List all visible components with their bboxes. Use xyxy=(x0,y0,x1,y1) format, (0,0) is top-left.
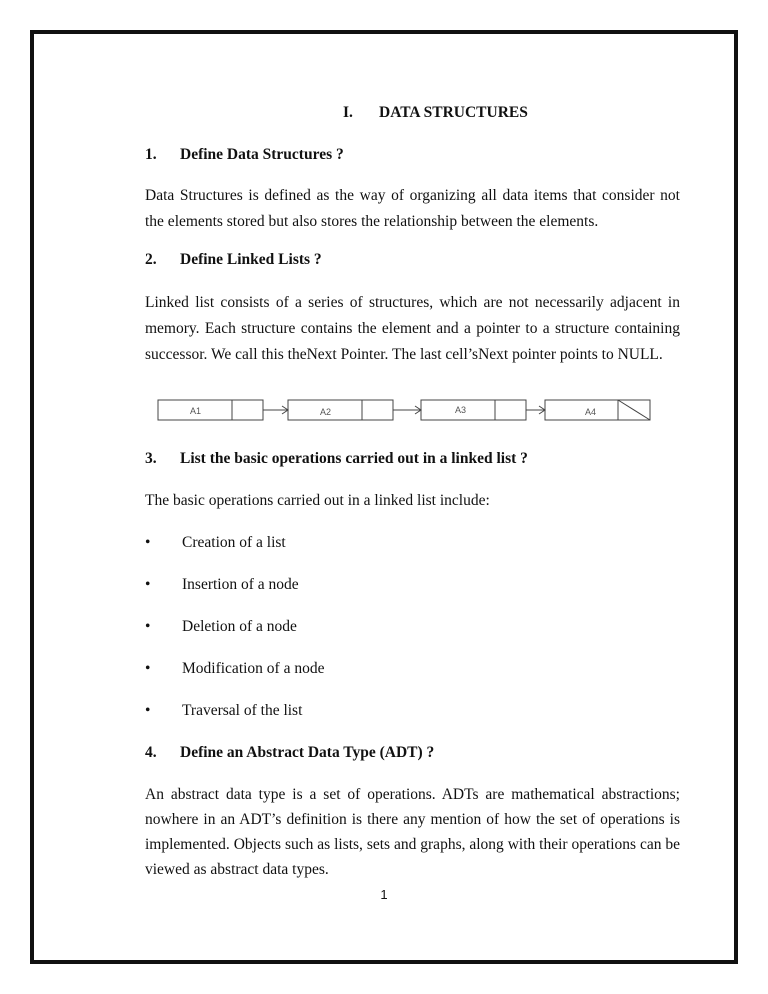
node-1 xyxy=(158,400,263,420)
bullet-icon: • xyxy=(145,576,151,593)
section-4-number: 4. xyxy=(145,744,157,761)
arrow-1 xyxy=(263,406,288,414)
bullet-icon: • xyxy=(145,660,151,677)
section-1-number: 1. xyxy=(145,146,157,163)
node-4 xyxy=(545,400,650,420)
paragraph-line: An abstract data type is a set of operations. ADTs are mathematical abstractions; xyxy=(145,786,680,803)
chapter-number: I. xyxy=(343,104,353,121)
section-3-number: 3. xyxy=(145,450,157,467)
paragraph-line: implemented. Objects such as lists, sets and graphs, along with their operations can be xyxy=(145,836,680,853)
node-label: A4 xyxy=(585,407,597,417)
null-pointer-mark xyxy=(618,400,650,420)
section-1-heading: Define Data Structures ? xyxy=(180,146,344,163)
arrow-2 xyxy=(393,406,421,414)
bullet-icon: • xyxy=(145,534,151,551)
linked-list-diagram xyxy=(150,392,660,428)
section-3-heading: List the basic operations carried out in a linked list ? xyxy=(180,450,528,467)
node-label: A3 xyxy=(455,405,467,415)
paragraph-line: nowhere in an ADT’s definition is there any mention of how the set of operations is xyxy=(145,811,680,828)
node-2 xyxy=(288,400,393,420)
page-number: 1 xyxy=(380,887,388,902)
arrow-3 xyxy=(526,406,545,414)
list-item: Insertion of a node xyxy=(182,576,299,593)
section-4-heading: Define an Abstract Data Type (ADT) ? xyxy=(180,744,435,761)
node-label: A1 xyxy=(190,406,202,416)
paragraph-line: memory. Each structure contains the element and a pointer to a structure containing xyxy=(145,320,680,337)
node-3 xyxy=(421,400,526,420)
list-item: Deletion of a node xyxy=(182,618,297,635)
node-label: A2 xyxy=(320,407,332,417)
list-intro: The basic operations carried out in a linked list include: xyxy=(145,492,490,509)
list-item: Traversal of the list xyxy=(182,702,303,719)
paragraph-line: Data Structures is defined as the way of organizing all data items that consider not xyxy=(145,187,680,204)
paragraph-line: Linked list consists of a series of structures, which are not necessarily adjacent in xyxy=(145,294,680,311)
list-item: Creation of a list xyxy=(182,534,286,551)
chapter-title: DATA STRUCTURES xyxy=(379,104,528,121)
list-item: Modification of a node xyxy=(182,660,325,677)
section-2-number: 2. xyxy=(145,251,157,268)
paragraph-line: the elements stored but also stores the relationship between the elements. xyxy=(145,213,599,230)
section-2-heading: Define Linked Lists ? xyxy=(180,251,322,268)
paragraph-line: viewed as abstract data types. xyxy=(145,861,329,878)
bullet-icon: • xyxy=(145,702,151,719)
bullet-icon: • xyxy=(145,618,151,635)
paragraph-line: successor. We call this theNext Pointer. The last cell’sNext pointer points to NULL. xyxy=(145,346,663,363)
